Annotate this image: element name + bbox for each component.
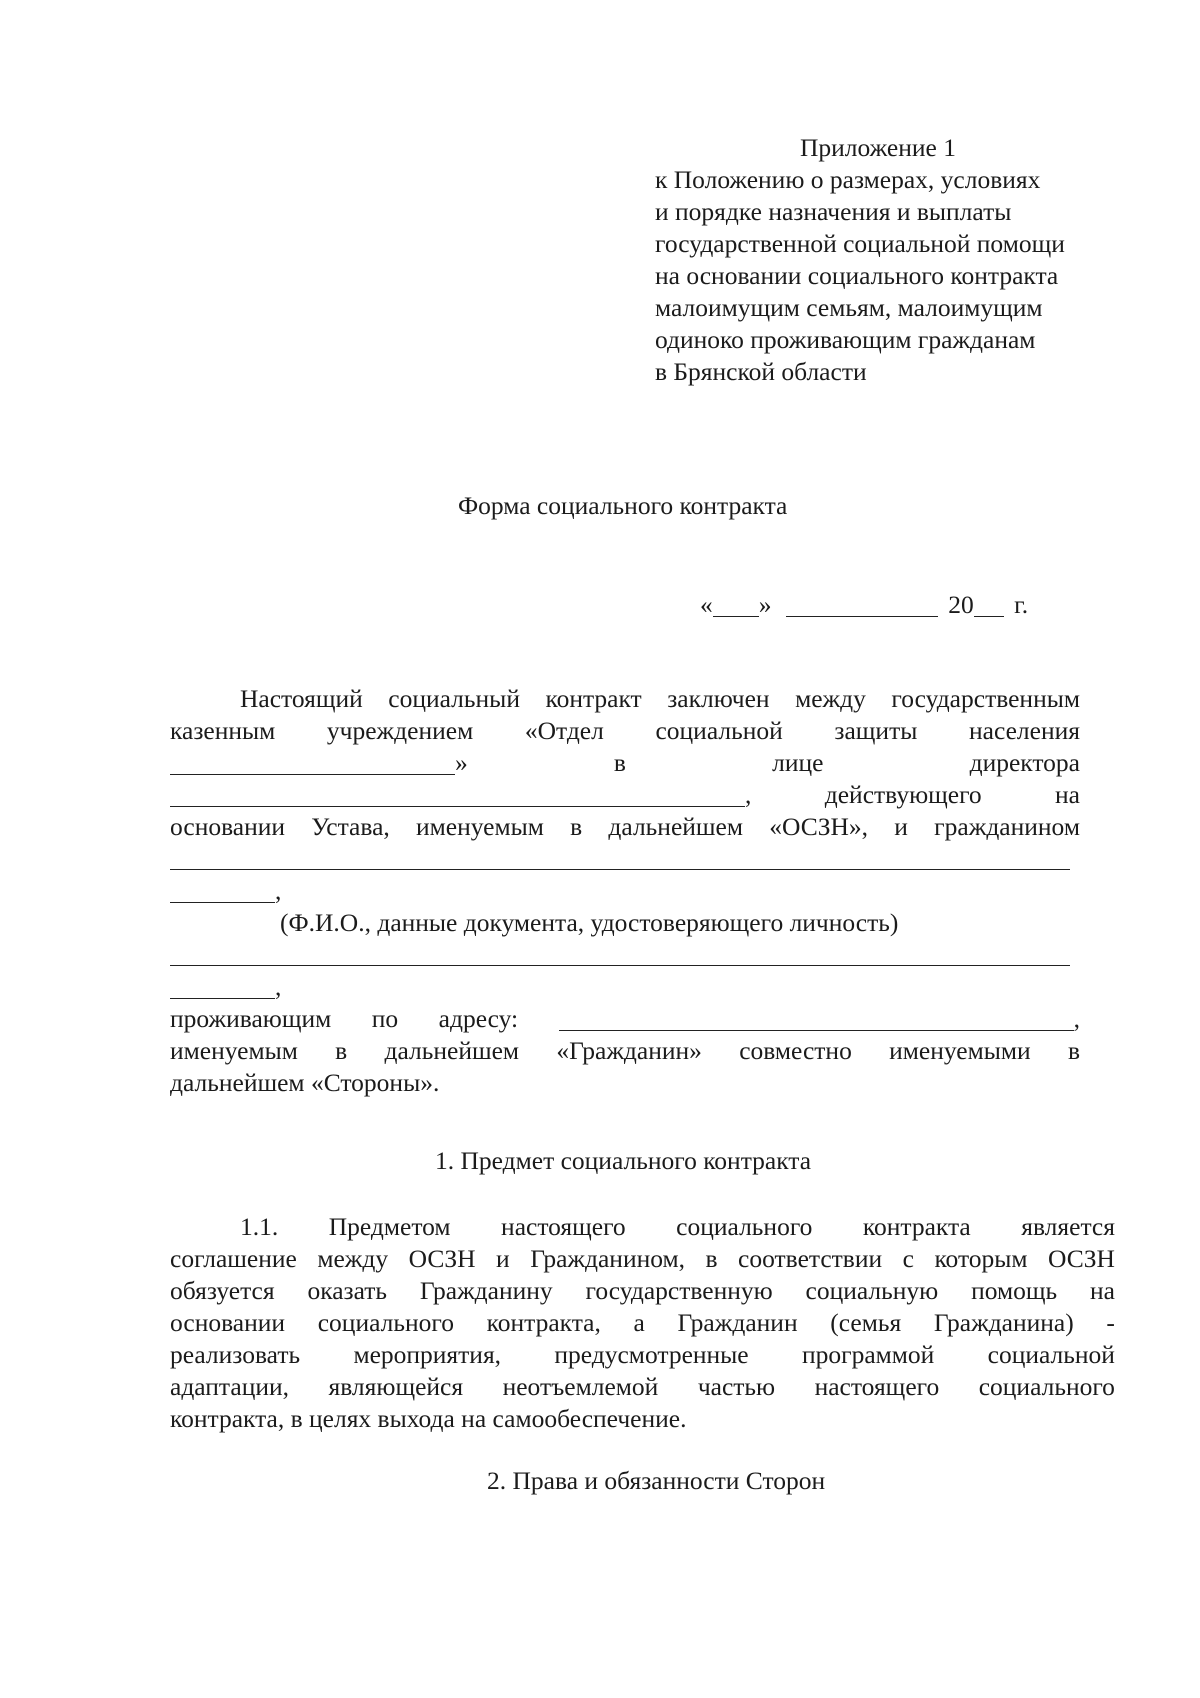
section1-row <box>170 1211 1115 1243</box>
word: социального <box>676 1212 813 1241</box>
word: между <box>317 1244 389 1273</box>
section2-heading: 2. Права и обязанности Сторон <box>487 1466 826 1495</box>
word: в <box>1067 1036 1080 1065</box>
word: между <box>795 684 866 713</box>
word: ОСЗН <box>408 1244 476 1273</box>
section1-row <box>170 1371 1115 1403</box>
word: адресу: <box>438 1004 519 1033</box>
section1-row <box>170 1307 1115 1339</box>
word: именуемыми <box>889 1036 1031 1065</box>
word: на <box>1055 780 1080 809</box>
comma: , <box>275 972 282 1001</box>
comma: , <box>1073 1004 1080 1033</box>
word: контракта, <box>486 1308 601 1337</box>
year-blank <box>974 590 1004 617</box>
date-open-quote: « <box>700 590 713 619</box>
appendix-line: в Брянской области <box>655 357 867 386</box>
word: реализовать <box>170 1340 301 1369</box>
section1-row <box>170 1403 1115 1435</box>
intro-row <box>170 1067 1080 1099</box>
word: (семья <box>830 1308 902 1337</box>
close-quote: » <box>455 748 468 777</box>
word: дальнейшем <box>608 812 743 841</box>
word: контракта <box>862 1212 971 1241</box>
line-text: контракта, в целях выхода на самообеспечение. <box>170 1404 687 1433</box>
section1-row <box>170 1243 1115 1275</box>
word: в <box>705 1244 718 1273</box>
word: мероприятия, <box>353 1340 502 1369</box>
day-blank <box>713 590 759 617</box>
section1-row <box>170 1339 1115 1371</box>
year-suffix: г. <box>1014 590 1029 619</box>
word: Устава, <box>311 812 390 841</box>
word: настоящего <box>814 1372 940 1401</box>
citizen-blank-2 <box>170 876 275 903</box>
intro-paragraph <box>170 683 1080 1099</box>
intro-row <box>170 939 1080 971</box>
word: социальную <box>805 1276 939 1305</box>
citizen-blank-1 <box>170 843 1070 870</box>
word: на <box>1089 1276 1115 1305</box>
intro-row <box>170 779 1080 811</box>
director-name-blank <box>170 780 745 807</box>
word: совместно <box>739 1036 852 1065</box>
intro-row <box>170 747 1080 779</box>
osszn-name-blank <box>170 748 455 775</box>
word: именуемым <box>416 812 544 841</box>
word: дальнейшем <box>384 1036 520 1065</box>
word: предусмотренные <box>554 1340 749 1369</box>
appendix-line: и порядке назначения и выплаты <box>655 197 1012 226</box>
section1-heading: 1. Предмет социального контракта <box>435 1146 812 1175</box>
word: Гражданином, <box>530 1244 686 1273</box>
word: в <box>570 812 583 841</box>
word: казенным <box>170 716 276 745</box>
word: оказать <box>307 1276 388 1305</box>
word: помощь <box>971 1276 1058 1305</box>
word: социальной <box>655 716 783 745</box>
intro-row <box>170 1035 1080 1067</box>
word: - <box>1106 1308 1115 1337</box>
word: 1.1. <box>240 1212 279 1241</box>
word: проживающим <box>170 1004 332 1033</box>
word: Гражданину <box>419 1276 553 1305</box>
appendix-line: государственной социальной помощи <box>655 229 1065 258</box>
date-close-quote: » <box>758 590 772 619</box>
appendix-line: на основании социального контракта <box>655 261 1059 290</box>
word: является <box>1021 1212 1115 1241</box>
word: обязуется <box>170 1276 275 1305</box>
appendix-title: Приложение 1 <box>800 133 956 162</box>
address-blank <box>559 1004 1074 1031</box>
appendix-header <box>655 132 1125 388</box>
intro-row <box>170 683 1080 715</box>
word: Настоящий <box>240 684 363 713</box>
intro-row <box>170 971 1080 1003</box>
word: ОСЗН <box>1048 1244 1115 1273</box>
word: населения <box>968 716 1080 745</box>
word: государственным <box>891 684 1080 713</box>
word: основании <box>170 812 286 841</box>
word: по <box>371 1004 399 1033</box>
comma: , <box>275 876 282 905</box>
word: «Отдел <box>524 716 604 745</box>
word: с <box>902 1244 914 1273</box>
word: «ОСЗН», <box>769 812 869 841</box>
word: «Гражданин» <box>556 1036 702 1065</box>
word: настоящего <box>501 1212 626 1241</box>
word: Гражданин <box>677 1308 798 1337</box>
word: лице <box>772 748 824 777</box>
intro-row <box>170 1003 1080 1035</box>
word: контракт <box>545 684 642 713</box>
appendix-line: малоимущим семьям, малоимущим <box>655 293 1043 322</box>
word: действующего <box>824 780 982 809</box>
word: директора <box>969 748 1080 777</box>
word: являющейся <box>328 1372 464 1401</box>
intro-row <box>170 715 1080 747</box>
word: Гражданина) <box>933 1308 1074 1337</box>
month-blank <box>786 590 938 617</box>
section1-paragraph <box>170 1211 1115 1435</box>
word: в <box>613 748 626 777</box>
word: и <box>894 812 908 841</box>
year-prefix: 20 <box>948 590 974 619</box>
word: основании <box>170 1308 286 1337</box>
section1-row <box>170 1275 1115 1307</box>
intro-row <box>170 811 1080 843</box>
date-line <box>700 589 1028 621</box>
word: гражданином <box>934 812 1080 841</box>
word: защиты <box>834 716 918 745</box>
word: соответствии <box>738 1244 883 1273</box>
word: соглашение <box>170 1244 297 1273</box>
word: именуемым <box>170 1036 298 1065</box>
word: Предметом <box>328 1212 451 1241</box>
line-text: дальнейшем «Стороны». <box>170 1068 440 1097</box>
word: социальный <box>388 684 520 713</box>
intro-row <box>170 875 1080 907</box>
word: неотъемлемой <box>502 1372 659 1401</box>
word: заключен <box>667 684 770 713</box>
appendix-line: к Положению о размерах, условиях <box>655 165 1041 194</box>
intro-row <box>170 907 1080 939</box>
citizen-blank-3 <box>170 939 1070 966</box>
word: программой <box>801 1340 935 1369</box>
form-title: Форма социального контракта <box>458 491 788 520</box>
word: учреждением <box>326 716 474 745</box>
word: а <box>633 1308 645 1337</box>
word: социального <box>978 1372 1115 1401</box>
word: социальной <box>987 1340 1115 1369</box>
word: государственную <box>585 1276 773 1305</box>
word: социального <box>317 1308 454 1337</box>
word: которым <box>934 1244 1028 1273</box>
word: и <box>496 1244 510 1273</box>
comma: , <box>745 780 752 809</box>
word: адаптации, <box>170 1372 290 1401</box>
word: в <box>335 1036 348 1065</box>
intro-row <box>170 843 1080 875</box>
fio-caption: (Ф.И.О., данные документа, удостоверяющего личность) <box>280 908 899 937</box>
appendix-line: одиноко проживающим гражданам <box>655 325 1036 354</box>
word: частью <box>697 1372 776 1401</box>
citizen-blank-4 <box>170 972 275 999</box>
